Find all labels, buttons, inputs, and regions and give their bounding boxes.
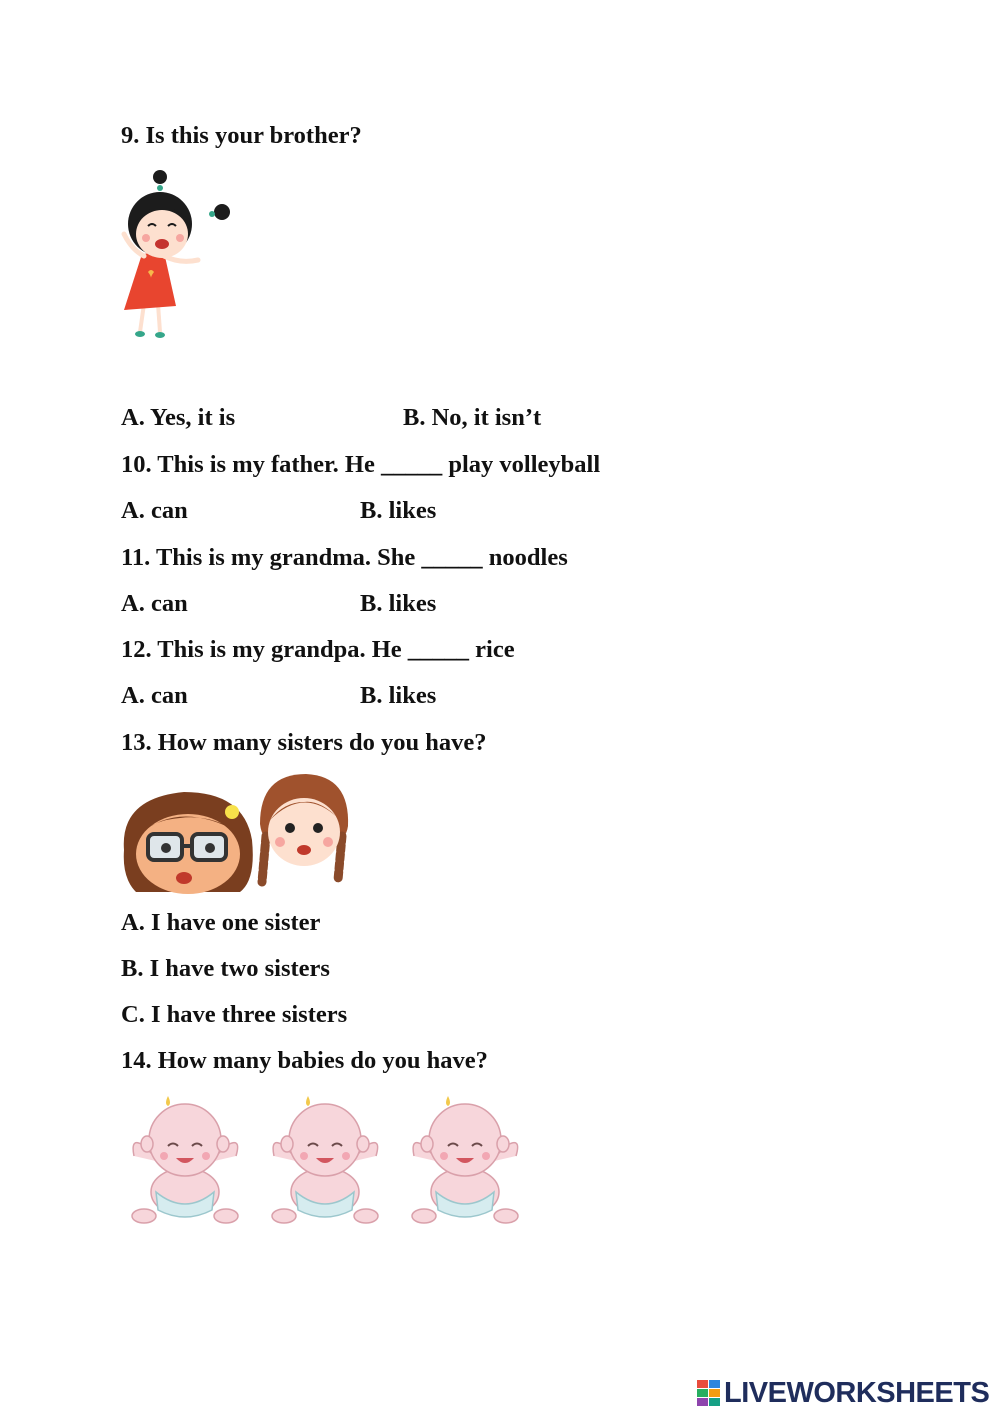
question-10-option-a[interactable]: A. can <box>121 497 188 524</box>
question-13: 13. How many sisters do you have? <box>121 729 487 756</box>
question-13-option-b[interactable]: B. I have two sisters <box>121 955 330 982</box>
question-11-option-a[interactable]: A. can <box>121 590 188 617</box>
question-12-option-b[interactable]: B. likes <box>360 682 437 709</box>
question-11: 11. This is my grandma. She _____ noodles <box>121 544 568 571</box>
liveworksheets-brand[interactable] <box>697 1376 989 1410</box>
babies-illustration <box>130 1092 530 1232</box>
question-9-option-a[interactable]: A. Yes, it is <box>121 404 236 431</box>
question-13-option-a[interactable]: A. I have one sister <box>121 909 321 936</box>
question-12: 12. This is my grandpa. He _____ rice <box>121 636 515 663</box>
question-13-option-c[interactable]: C. I have three sisters <box>121 1001 348 1028</box>
baby-2-icon <box>272 1096 378 1223</box>
baby-3-icon <box>412 1096 518 1223</box>
question-14: 14. How many babies do you have? <box>121 1047 488 1074</box>
question-11-option-b[interactable]: B. likes <box>360 590 437 617</box>
baby-1-icon <box>132 1096 238 1223</box>
question-10: 10. This is my father. He _____ play volleyball <box>121 451 601 478</box>
question-12-option-a[interactable]: A. can <box>121 682 188 709</box>
girl-illustration <box>118 164 236 344</box>
liveworksheets-wordmark: LIVEWORKSHEETS <box>724 1376 990 1409</box>
liveworksheets-logo-icon <box>697 1380 721 1406</box>
question-10-option-b[interactable]: B. likes <box>360 497 437 524</box>
question-9: 9. Is this your brother? <box>121 122 362 149</box>
question-9-option-b[interactable]: B. No, it isn’t <box>403 404 542 431</box>
sisters-illustration <box>120 770 352 896</box>
